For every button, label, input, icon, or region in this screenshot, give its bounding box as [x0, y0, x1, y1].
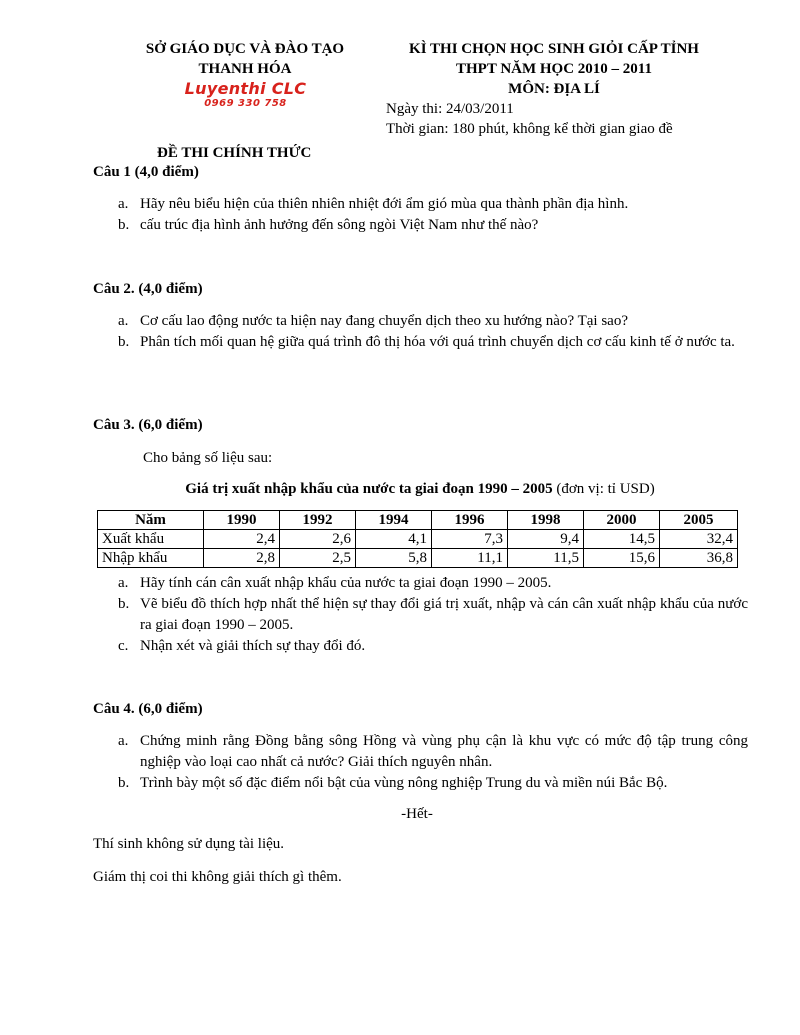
- table-header-cell: 1996: [432, 511, 508, 530]
- watermark-name: Luyenthi CLC: [184, 79, 307, 98]
- watermark-logo: [168, 80, 323, 110]
- export-import-table: [97, 510, 738, 568]
- table-header-cell: 1998: [508, 511, 584, 530]
- end-marker: -Hết-: [401, 806, 433, 822]
- question-3-title: Câu 3. (6,0 điểm): [93, 417, 203, 433]
- footer-note-candidates: Thí sinh không sử dụng tài liệu.: [93, 836, 285, 852]
- exam-duration: Thời gian: 180 phút, không kể thời gian giao đề: [386, 121, 673, 137]
- table-cell: 15,6: [584, 549, 660, 568]
- question-3-intro: Cho bảng số liệu sau:: [143, 450, 273, 466]
- table-caption: [90, 481, 750, 498]
- exam-title: KÌ THI CHỌN HỌC SINH GIỎI CẤP TỈNH: [409, 41, 699, 57]
- question-4-item: [118, 773, 748, 794]
- item-marker: a.: [118, 196, 129, 212]
- table-unit: (đơn vị: tỉ USD): [556, 481, 655, 497]
- table-title: Giá trị xuất nhập khẩu của nước ta giai đoạn 1990 – 2005: [185, 481, 553, 497]
- table-cell: 2,5: [280, 549, 356, 568]
- item-text: Chứng minh rằng Đồng bằng sông Hồng và vùng phụ cận là khu vực có mức độ tập trung công nghiệp vào loại cao nhất cả nước? Giải thích nguyên nhân.: [140, 733, 748, 770]
- table-cell: 36,8: [660, 549, 738, 568]
- table-header-row: [98, 511, 738, 530]
- table-cell: 4,1: [356, 530, 432, 549]
- question-4-item: [118, 731, 748, 773]
- table-cell: 11,1: [432, 549, 508, 568]
- table-cell: 32,4: [660, 530, 738, 549]
- item-text: Cơ cấu lao động nước ta hiện nay đang chuyển dịch theo xu hướng nào? Tại sao?: [140, 313, 628, 329]
- item-text: Hãy nêu biểu hiện của thiên nhiên nhiệt đới ẩm gió mùa qua thành phần địa hình.: [140, 196, 629, 212]
- item-marker: b.: [118, 596, 130, 612]
- item-text: Hãy tính cán cân xuất nhập khẩu của nước ta giai đoạn 1990 – 2005.: [140, 575, 552, 591]
- table-row-label: Nhập khẩu: [98, 549, 204, 568]
- watermark-phone: 0969 330 758: [204, 98, 287, 109]
- item-text: Phân tích mối quan hệ giữa quá trình đô thị hóa với quá trình chuyển dịch cơ cấu kinh tế ở nước ta.: [140, 334, 735, 350]
- table-row-export: [98, 530, 738, 549]
- table-cell: 11,5: [508, 549, 584, 568]
- table-cell: 7,3: [432, 530, 508, 549]
- question-3-item: [118, 594, 748, 636]
- table-header-cell: 2005: [660, 511, 738, 530]
- item-marker: a.: [118, 733, 129, 749]
- item-marker: a.: [118, 575, 129, 591]
- exam-subject: MÔN: ĐỊA LÍ: [508, 81, 600, 97]
- item-text: Vẽ biểu đồ thích hợp nhất thể hiện sự thay đổi giá trị xuất, nhập và cán cân xuất nhập khẩu của nước ra giai đoạn 1990 – 2005.: [140, 596, 748, 633]
- table-row-label: Xuất khẩu: [98, 530, 204, 549]
- item-marker: b.: [118, 217, 130, 233]
- official-label: ĐỀ THI CHÍNH THỨC: [157, 145, 312, 161]
- department-province: THANH HÓA: [198, 61, 292, 77]
- table-header-cell: 2000: [584, 511, 660, 530]
- item-marker: a.: [118, 313, 129, 329]
- table-cell: 14,5: [584, 530, 660, 549]
- item-text: Trình bày một số đặc điểm nổi bật của vùng nông nghiệp Trung du và miền núi Bắc Bộ.: [140, 775, 668, 791]
- table-cell: 2,4: [204, 530, 280, 549]
- exam-year: THPT NĂM HỌC 2010 – 2011: [456, 61, 652, 77]
- question-3-item: [118, 636, 748, 657]
- table-row-import: [98, 549, 738, 568]
- table-header-cell: 1992: [280, 511, 356, 530]
- table-cell: 2,6: [280, 530, 356, 549]
- item-text: Nhận xét và giải thích sự thay đổi đó.: [140, 638, 366, 654]
- footer-note-proctors: Giám thị coi thi không giải thích gì thêm.: [93, 869, 342, 885]
- table-header-cell: 1994: [356, 511, 432, 530]
- question-2-title: Câu 2. (4,0 điểm): [93, 281, 203, 297]
- question-2-item: [118, 332, 748, 353]
- item-marker: b.: [118, 334, 130, 350]
- table-header-cell: 1990: [204, 511, 280, 530]
- item-marker: c.: [118, 638, 129, 654]
- question-1-item: [118, 215, 748, 236]
- department-name: SỞ GIÁO DỤC VÀ ĐÀO TẠO: [145, 41, 345, 57]
- question-3-item: [118, 573, 748, 594]
- item-marker: b.: [118, 775, 130, 791]
- question-4-title: Câu 4. (6,0 điểm): [93, 701, 203, 717]
- table-header-cell: Năm: [98, 511, 204, 530]
- item-text: cấu trúc địa hình ảnh hưởng đến sông ngòi Việt Nam như thế nào?: [140, 217, 539, 233]
- table-cell: 2,8: [204, 549, 280, 568]
- exam-date: Ngày thi: 24/03/2011: [386, 101, 514, 117]
- question-1-title: Câu 1 (4,0 điểm): [93, 164, 199, 180]
- question-2-item: [118, 311, 748, 332]
- question-1-item: [118, 194, 748, 215]
- table-cell: 5,8: [356, 549, 432, 568]
- table-cell: 9,4: [508, 530, 584, 549]
